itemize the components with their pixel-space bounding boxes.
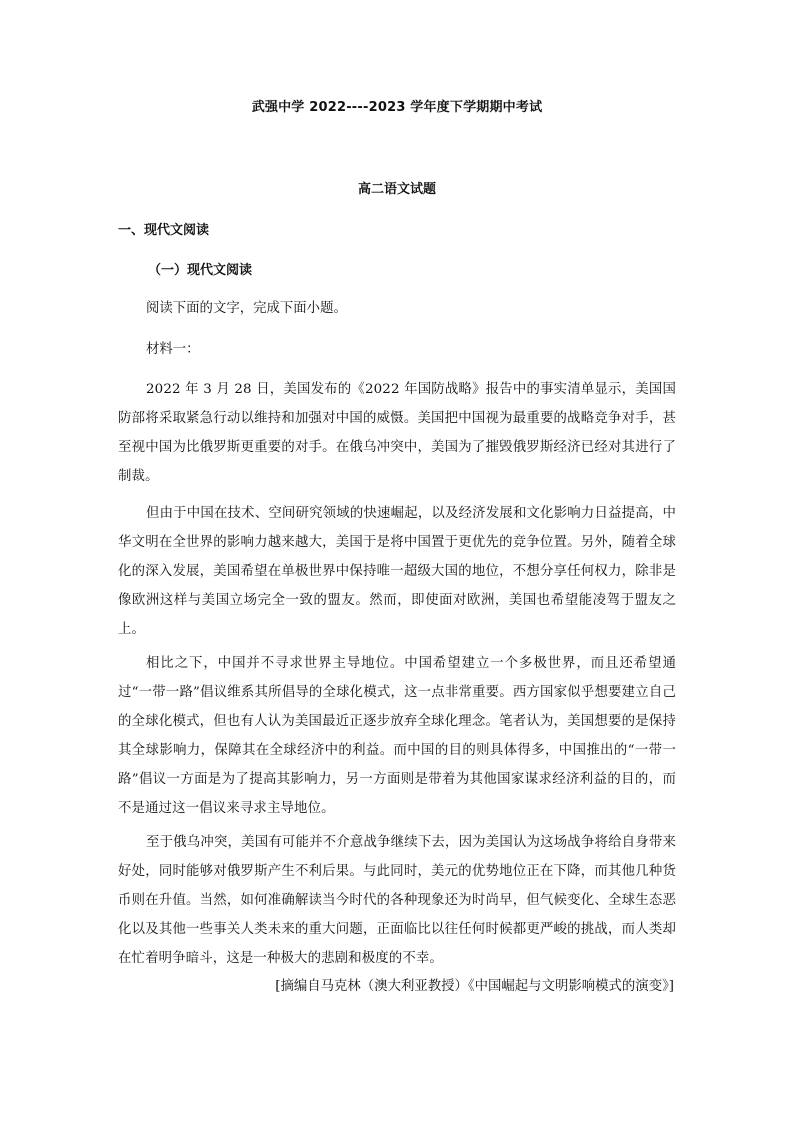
exam-title: 武强中学 2022----2023 学年度下学期期中考试 — [251, 100, 543, 115]
reading-instruction: 阅读下面的文字，完成下面小题。 — [146, 301, 347, 316]
paragraph-4: 至于俄乌冲突，美国有可能并不介意战争继续下去，因为美国认为这场战争将给自身带来好处，同时能够对俄罗斯产生不利后果。与此同时，美元的优势地位正在下降，而其他几种货币则在升值。当然，如何准确解读当今时代的各种现象还为时尚早，但气候变化、全球生态恶化以及其他一些事关人类未来的重大问题，正面临比以往任何时候都更严峻的挑战，而人类却在忙着明争暗斗，这是一种极大的悲剧和极度的不幸。 — [118, 835, 676, 966]
paragraph-2: 但由于中国在技术、空间研究领域的快速崛起，以及经济发展和文化影响力日益提高，中华文明在全世界的影响力越来越大，美国于是将中国置于更优先的竞争位置。另外，随着全球化的深入发展，美国希望在单极世界中保持唯一超级大国的地位，不想分享任何权力，除非是像欧洲这样与美国立场完全一致的盟友。然而，即使面对欧洲，美国也希望能凌驾于盟友之上。 — [118, 506, 676, 637]
subsection-heading: （一）现代文阅读 — [148, 263, 253, 278]
section-heading: 一、现代文阅读 — [118, 223, 210, 238]
material-label: 材料一： — [146, 342, 200, 357]
paragraph-3: 相比之下，中国并不寻求世界主导地位。中国希望建立一个多极世界，而且还希望通过“一带一路”倡议维系其所倡导的全球化模式，这一点非常重要。西方国家似乎想要建立自己的全球化模式，但也有人认为美国最近正逐步放弃全球化理念。笔者认为，美国想要的是保持其全球影响力，保障其在全球经济中的利益。而中国的目的则具体得多，中国推出的“一带一路”倡议一方面是为了提高其影响力，另一方面则是带着为其他国家谋求经济利益的目的，而不是通过这一倡议来寻求主导地位。 — [118, 656, 676, 816]
paragraph-1: 2022 年 3 月 28 日，美国发布的《2022 年国防战略》报告中的事实清单显示，美国国防部将采取紧急行动以维持和加强对中国的威慑。美国把中国视为最重要的战略竞争对手，甚至视中国为比俄罗斯更重要的对手。在俄乌冲突中，美国为了摧毁俄罗斯经济已经对其进行了制裁。 — [118, 382, 676, 484]
subject-title: 高二语文试题 — [357, 182, 436, 197]
source-citation: [摘编自马克林（澳大利亚教授）《中国崛起与文明影响模式的演变》] — [275, 979, 674, 994]
